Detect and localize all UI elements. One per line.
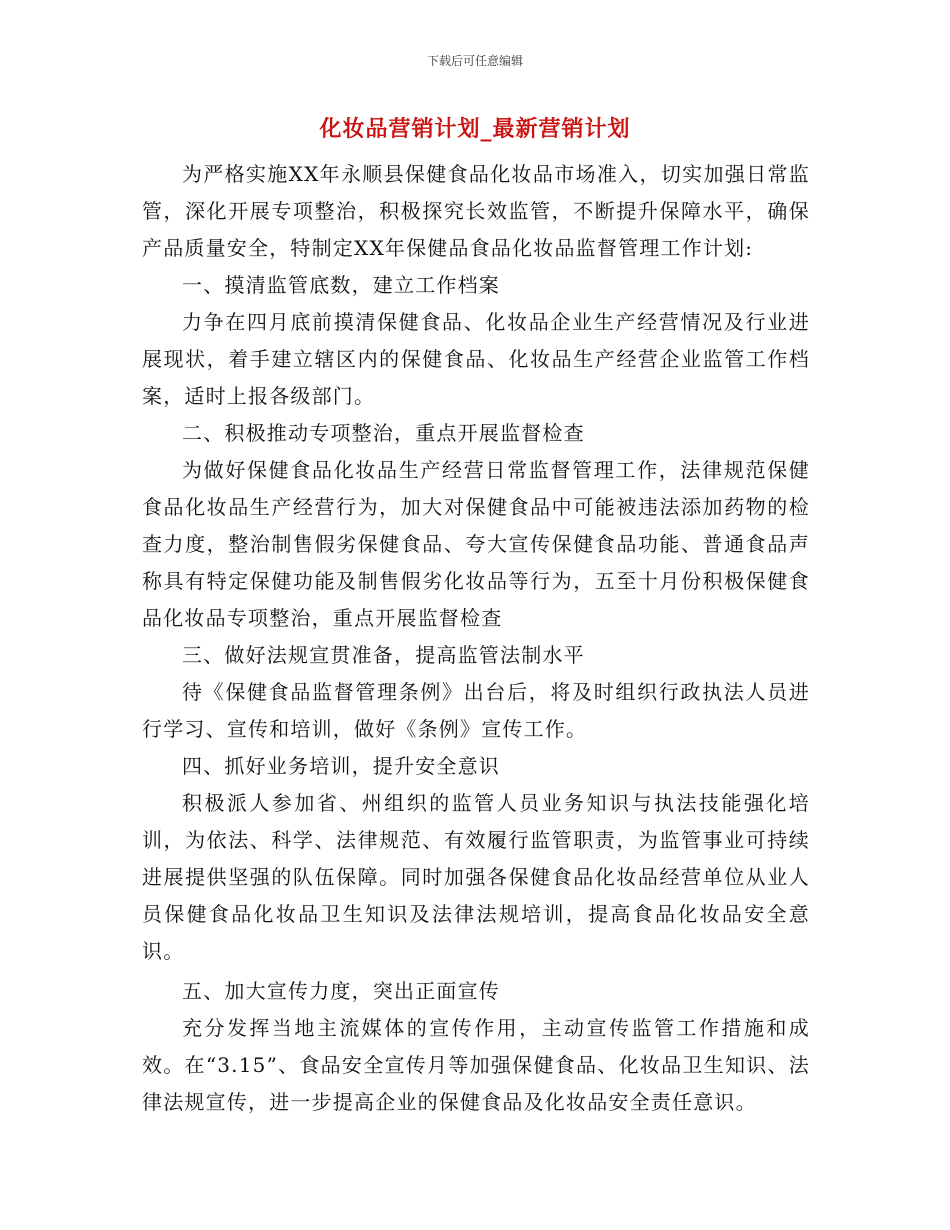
document-body <box>142 156 810 1121</box>
paragraph-section-5: 充分发挥当地主流媒体的宣传作用，主动宣传监管工作措施和成效。在“3.15”、食品安全宣传月等加强保健食品、化妆品卫生知识、法律法规宣传，进一步提高企业的保健食品及化妆品安全责任意识。 <box>142 1016 810 1114</box>
document-title: 化妆品营销计划_最新营销计划 <box>319 117 631 142</box>
section-heading-4: 四、抓好业务培训，提升安全意识 <box>182 754 500 778</box>
paragraph-section-3: 待《保健食品监督管理条例》出台后，将及时组织行政执法人员进行学习、宣传和培训，做好《条例》宣传工作。 <box>142 680 810 741</box>
paragraph-section-1: 力争在四月底前摸清保健食品、化妆品企业生产经营情况及行业进展现状，着手建立辖区内的保健食品、化妆品生产经营企业监管工作档案，适时上报各级部门。 <box>142 310 810 408</box>
section-heading-1: 一、摸清监管底数，建立工作档案 <box>182 273 500 297</box>
section-heading-5: 五、加大宣传力度，突出正面宣传 <box>182 979 500 1003</box>
paragraph-section-2: 为做好保健食品化妆品生产经营日常监督管理工作，法律规范保健食品化妆品生产经营行为，加大对保健食品中可能被违法添加药物的检查力度，整治制售假劣保健食品、夸大宣传保健食品功能、普通食品声称具有特定保健功能及制售假劣化妆品等行为，五至十月份积极保健食品化妆品专项整治，重点开展监督检查 <box>142 458 810 630</box>
section-heading-2: 二、积极推动专项整治，重点开展监督检查 <box>182 421 585 445</box>
paragraph-intro: 为严格实施XX年永顺县保健食品化妆品市场准入，切实加强日常监管，深化开展专项整治，积极探究长效监管，不断提升保障水平，确保产品质量安全，特制定XX年保健品食品化妆品监督管理工作计划: <box>142 162 810 260</box>
paragraph-section-4: 积极派人参加省、州组织的监管人员业务知识与执法技能强化培训，为依法、科学、法律规范、有效履行监管职责，为监管事业可持续进展提供坚强的队伍保障。同时加强各保健食品化妆品经营单位从业人员保健食品化妆品卫生知识及法律法规培训，提高食品化妆品安全意识。 <box>142 791 810 963</box>
header-note: 下载后可任意编辑 <box>426 54 523 68</box>
section-heading-3: 三、做好法规宣贯准备，提高监管法制水平 <box>182 643 585 667</box>
